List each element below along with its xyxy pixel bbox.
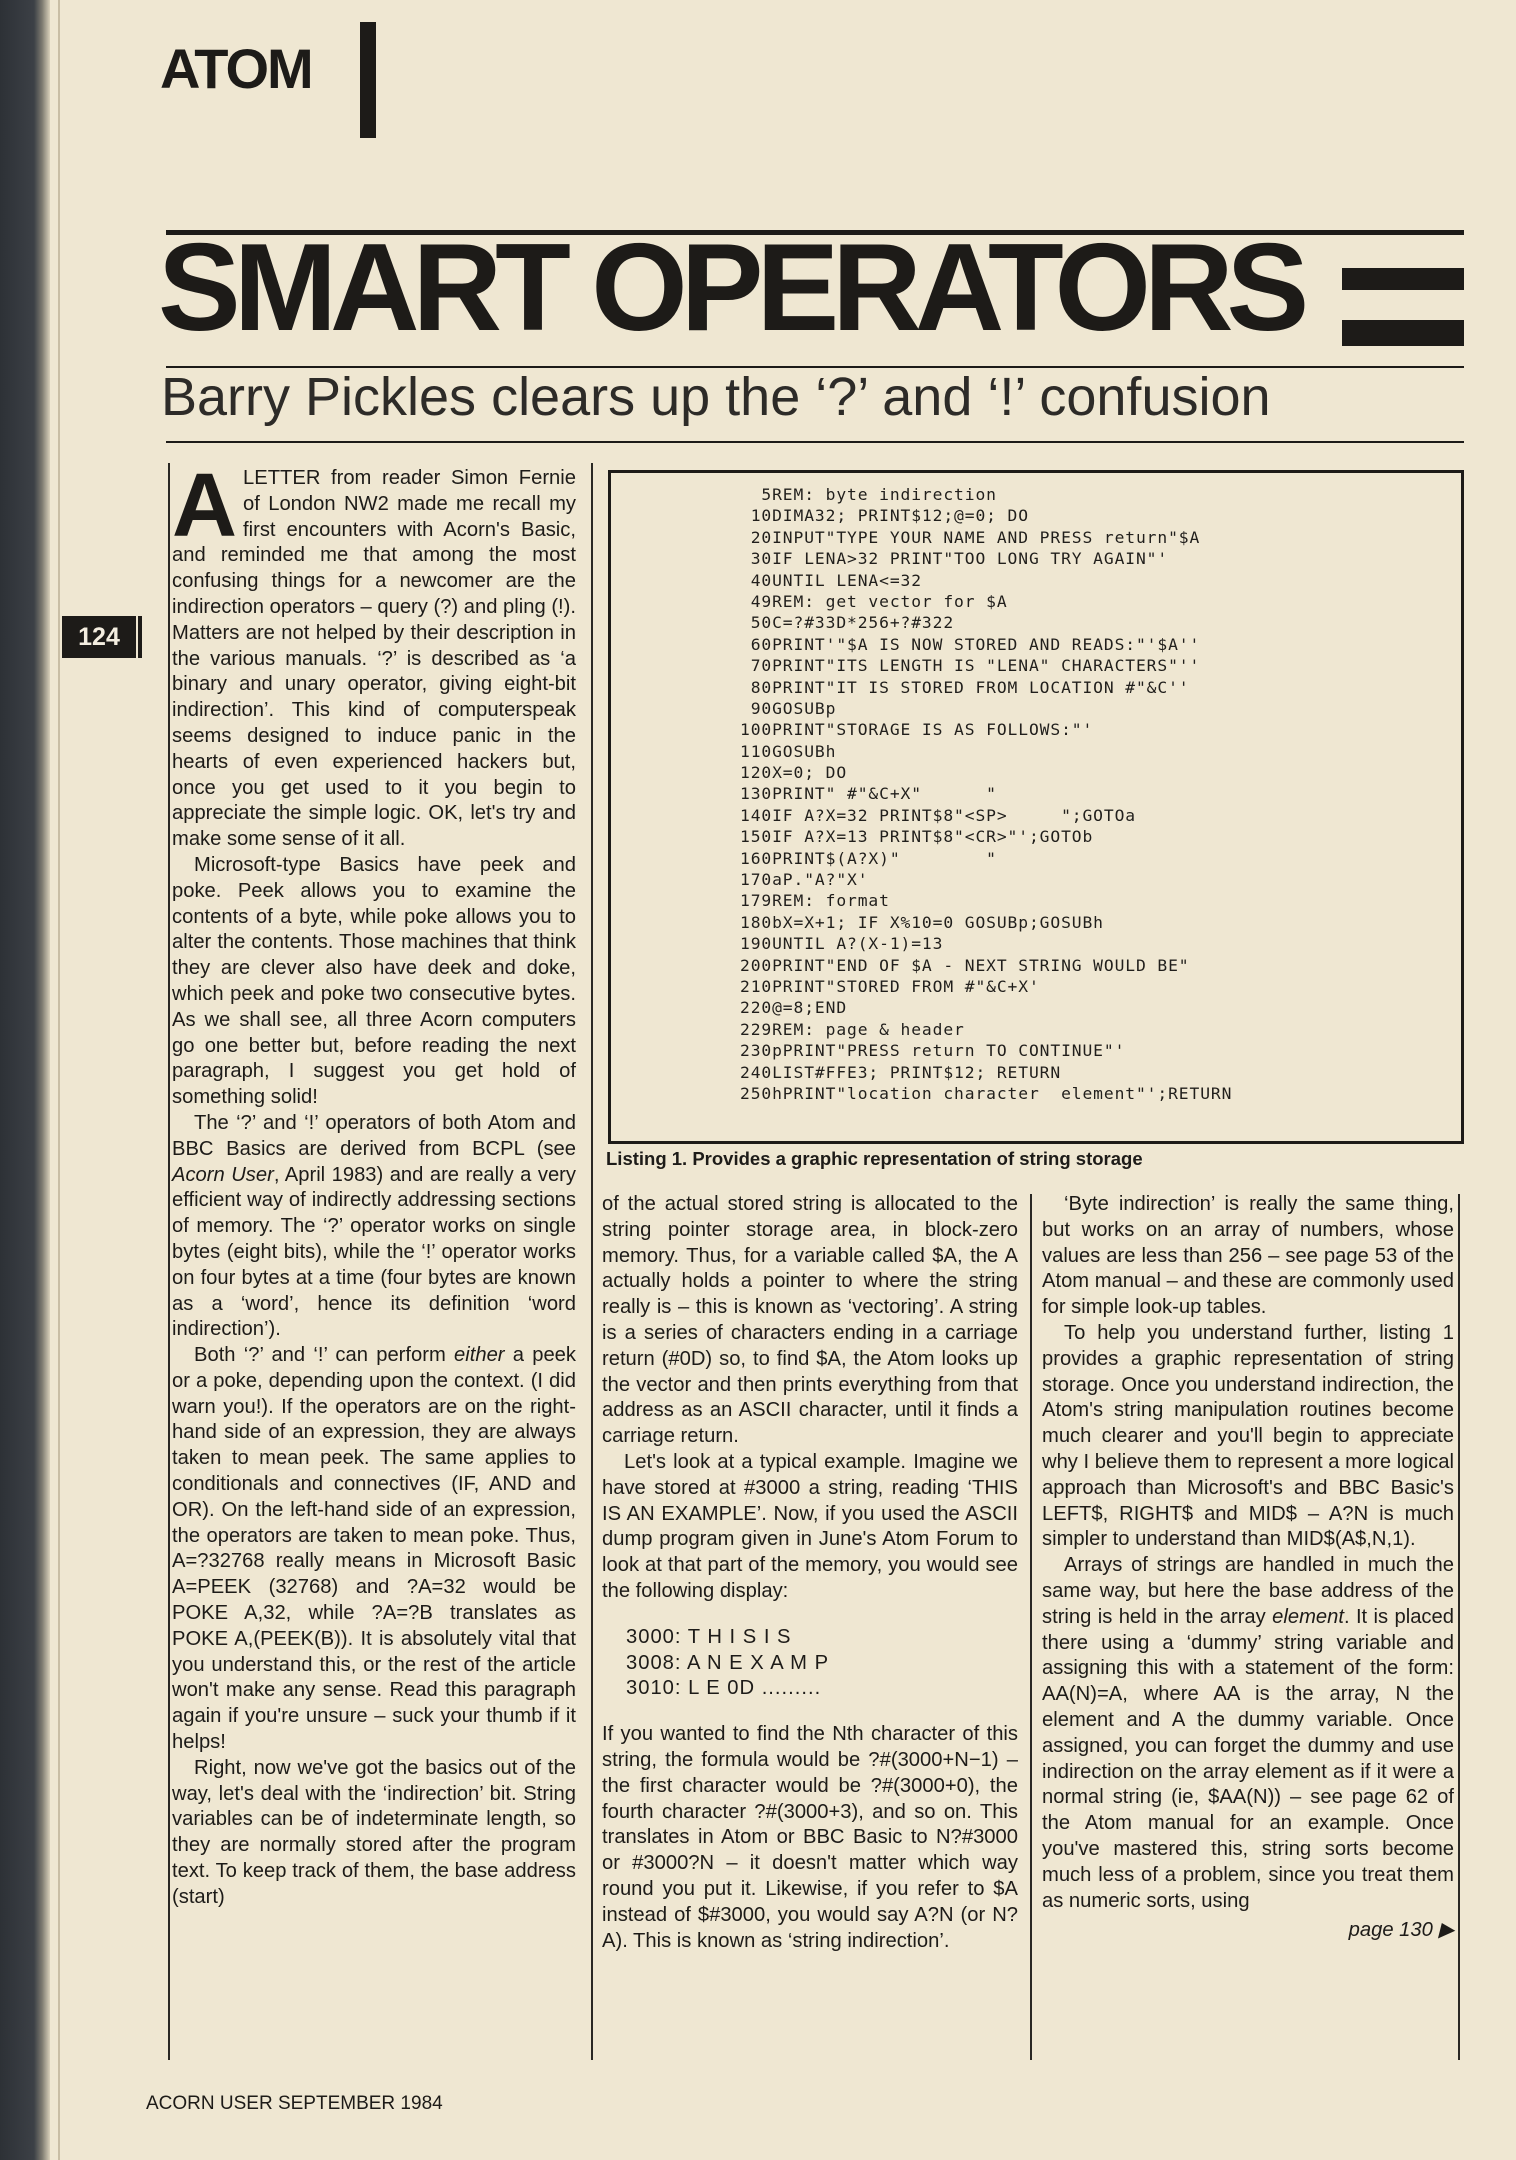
listing-line: 150IF A?X=13 PRINT$8"<CR>"';GOTOb (740, 827, 1094, 847)
standfirst: Barry Pickles clears up the ‘?’ and ‘!’ confusion (161, 367, 1271, 427)
listing-line: 179REM: format (740, 891, 890, 911)
memory-dump (626, 1625, 1018, 1702)
col3-p3-text-a: Arrays of strings are handled in much the same way, but here the base address of the string is held in the array (1042, 1554, 1454, 1628)
col1-paragraph (172, 456, 576, 853)
binding-spine (0, 0, 50, 2160)
drop-cap: A (172, 456, 237, 556)
listing-line: 49REM: get vector for $A (740, 591, 1008, 611)
col1-paragraph: Microsoft-type Basics have peek and poke. Peek allows you to examine the contents of a byte, while poke allows you to alter the contents. Those machines that think they are clever also have deek and doke, which peek and poke two consecutive bytes. As we shall see, all three Acorn computers go one better but, before reading the next paragraph, I suggest you get hold of something solid! (172, 853, 576, 1109)
col2-paragraph: of the actual stored string is allocated to the string pointer storage area, in block-zero memory. Thus, for a variable called $A, the A actually holds a pointer to where the string really is – this is known as ‘vectoring’. A string is a series of characters ending in a carriage return (#0D) so, to find $A, the Atom looks up the vector and then prints everything from that address as an ASCII character, until it finds a carriage return. (602, 1193, 1018, 1448)
section-tag (160, 22, 312, 114)
section-name: ATOM (160, 36, 312, 100)
col3-p3-italic: element (1272, 1605, 1344, 1628)
listing-line: 250hPRINT"location character element"';RETURN (740, 1083, 1233, 1103)
listing-line: 110GOSUBh (740, 741, 837, 761)
listing-line: 50C=?#33D*256+?#322 (740, 613, 955, 633)
col3-p3-text-b: . It is placed there using a ‘dummy’ string variable and assigning this with a statement of the form: AA(N)=A, where AA is the array, N the element and A the dummy variable. Once assigned, you can forget the dummy and use indirection on the array element as if it were a normal string (ie, $AA(N)) – see page 62 of the Atom manual for an example. Once you've mastered this, string sorts become much less of a problem, since you treat them as numeric sorts, using (1042, 1605, 1454, 1912)
listing-line: 30IF LENA>32 PRINT"TOO LONG TRY AGAIN"' (740, 549, 1169, 569)
listing-line: 210PRINT"STORED FROM #"&C+X' (740, 976, 1040, 996)
listing-line: 120X=0; DO (740, 763, 848, 783)
listing-line: 229REM: page & header (740, 1019, 965, 1039)
col1-right-rule (591, 463, 593, 2060)
dump-line: 3008: A N E X A M P (626, 1651, 830, 1674)
listing-line: 20INPUT"TYPE YOUR NAME AND PRESS return"$A (740, 527, 1201, 547)
listing-line: 190UNTIL A?(X-1)=13 (740, 934, 944, 954)
listing-line: 90GOSUBp (740, 698, 837, 718)
dump-line: 3010: L E 0D ......... (626, 1677, 822, 1700)
col1-paragraph (172, 1343, 576, 1756)
col3-paragraph: ‘Byte indirection’ is really the same thing, but works on an array of numbers, whose values are less than 256 – see page 53 of the Atom manual – and these are commonly used for simple look-up tables. (1042, 1193, 1454, 1319)
col1-paragraph (172, 1111, 576, 1343)
listing-caption: Listing 1. Provides a graphic representation of string storage (606, 1148, 1143, 1169)
listing-line: 70PRINT"ITS LENGTH IS "LENA" CHARACTERS"'' (740, 656, 1201, 676)
listing-line: 200PRINT"END OF $A - NEXT STRING WOULD BE" (740, 955, 1190, 975)
col2-paragraph: If you wanted to find the Nth character of this string, the formula would be ?#(3000+N−1) – the first character would be ?#(3000+0), the fourth character ?#(3000+3), and so on. This translates in Atom or BBC Basic to N?#3000 or #3000?N – it doesn't matter which way round you put it. Likewise, if you refer to $A instead of $#3000, you would say A?N (or N?A). This is known as ‘string indirection’. (602, 1723, 1018, 1952)
page-number-tab: 124 (62, 616, 136, 658)
listing-line: 230pPRINT"PRESS return TO CONTINUE"' (740, 1041, 1126, 1061)
listing-line: 220@=8;END (740, 998, 848, 1018)
dump-line: 3000: T H I S I S (626, 1625, 792, 1648)
program-listing (740, 484, 1232, 1104)
page-edge-line (58, 0, 60, 2160)
col2-paragraph: Let's look at a typical example. Imagine we have stored at #3000 a string, reading ‘THIS IS AN EXAMPLE’. Now, if you used the ASCII dump program given in June's Atom Forum to look at that part of the memory, you would see the following display: (602, 1450, 1018, 1602)
listing-line: 180bX=X+1; IF X%10=0 GOSUBp;GOSUBh (740, 912, 1104, 932)
col1-p3-text-a: The ‘?’ and ‘!’ operators of both Atom and BBC Basics are derived from BCPL (see (172, 1111, 576, 1160)
listing-line: 100PRINT"STORAGE IS AS FOLLOWS:"' (740, 720, 1094, 740)
listing-line: 170aP."A?"X' (740, 870, 869, 890)
col1-p4-italic: either (454, 1344, 505, 1367)
col3-paragraph: To help you understand further, listing 1 provides a graphic representation of string storage. Once you understand indirection, the Atom's string manipulation routines become much clearer and you'll begin to appreciate why I believe them to represent a more logical approach than Microsoft's and BBC Basic's LEFT$, RIGHT$ and MID$ – A?N is much simpler to understand than MID$(A$,N,1). (1042, 1321, 1454, 1551)
headline-bar-upper (1342, 268, 1464, 290)
headline-bar-lower (1342, 320, 1464, 346)
article-column-3 (1042, 1192, 1454, 1944)
listing-line: 240LIST#FFE3; PRINT$12; RETURN (740, 1062, 1062, 1082)
listing-line: 80PRINT"IT IS STORED FROM LOCATION #"&C'' (740, 677, 1190, 697)
col1-p3-italic: Acorn User (172, 1163, 274, 1186)
col3-paragraph (1042, 1553, 1454, 1914)
listing-line: 160PRINT$(A?X)" " (740, 848, 997, 868)
col1-p3-text-b: , April 1983) and are really a very efficient way of indirectly addressing sections of memory. The ‘?’ operator works on single bytes (eight bits), while the ‘!’ operator works on four bytes at a time (four bytes are known as a ‘word’, hence its definition ‘word indirection’). (172, 1163, 576, 1341)
col1-left-rule (168, 463, 170, 2060)
col1-p4-text-b: a peek or a poke, depending upon the context. (I did warn you!). If the operators are on the right-hand side of an expression, they are always taken to mean peek. The same applies to conditionals and connectives (IF, AND and OR). On the left-hand side of an expression, the operators are taken to mean poke. Thus, A=?32768 really means in Microsoft Basic A=PEEK (32768) and ?A=32 would be POKE A,32, while ?A=?B translates as POKE A,(PEEK(B)). It is absolutely vital that you understand this, or the rest of the article won't make any sense. Read this paragraph again if you're unsure – suck your thumb if it helps! (172, 1344, 576, 1754)
listing-line: 40UNTIL LENA<=32 (740, 570, 922, 590)
standfirst-rule (166, 441, 1464, 443)
magazine-footer: ACORN USER SEPTEMBER 1984 (146, 2093, 443, 2114)
listing-line: 10DIMA32; PRINT$12;@=0; DO (740, 506, 1029, 526)
col1-p4-text-a: Both ‘?’ and ‘!’ can perform (194, 1344, 455, 1367)
listing-line: 5REM: byte indirection (740, 485, 997, 504)
col1-p1-text: LETTER from reader Simon Fernie of London NW2 made me recall my first encounters with Acorn's Basic, and reminded me that among the most confusing things for a newcomer are the indirection operators – query (?) and pling (!). Matters are not helped by their description in the various manuals. ‘?’ is described as ‘a binary and unary operator, giving eight-bit indirection’. This kind of computerspeak seems designed to induce panic in the hearts of even experienced hackers but, once you get used to it you begin to appreciate the simple logic. OK, let's try and make some sense of it all. (172, 467, 576, 851)
continued-on-link[interactable]: page 130 ▶ (1348, 1919, 1454, 1942)
article-column-1 (172, 456, 576, 1911)
headline: SMART OPERATORS (158, 219, 1303, 357)
listing-line: 130PRINT" #"&C+X" " (740, 784, 997, 804)
article-column-2 (602, 1192, 1018, 1954)
col2-right-rule (1030, 1194, 1032, 2060)
listing-line: 60PRINT'"$A IS NOW STORED AND READS:"'$A'' (740, 634, 1201, 654)
col1-paragraph: Right, now we've got the basics out of the way, let's deal with the ‘indirection’ bit. String variables can be of indeterminate length, so they are normally stored after the program text. To keep track of them, the base address (start) (172, 1756, 576, 1908)
section-bar (360, 22, 376, 138)
listing-line: 140IF A?X=32 PRINT$8"<SP> ";GOTOa (740, 805, 1136, 825)
col3-right-rule (1458, 1194, 1460, 2060)
